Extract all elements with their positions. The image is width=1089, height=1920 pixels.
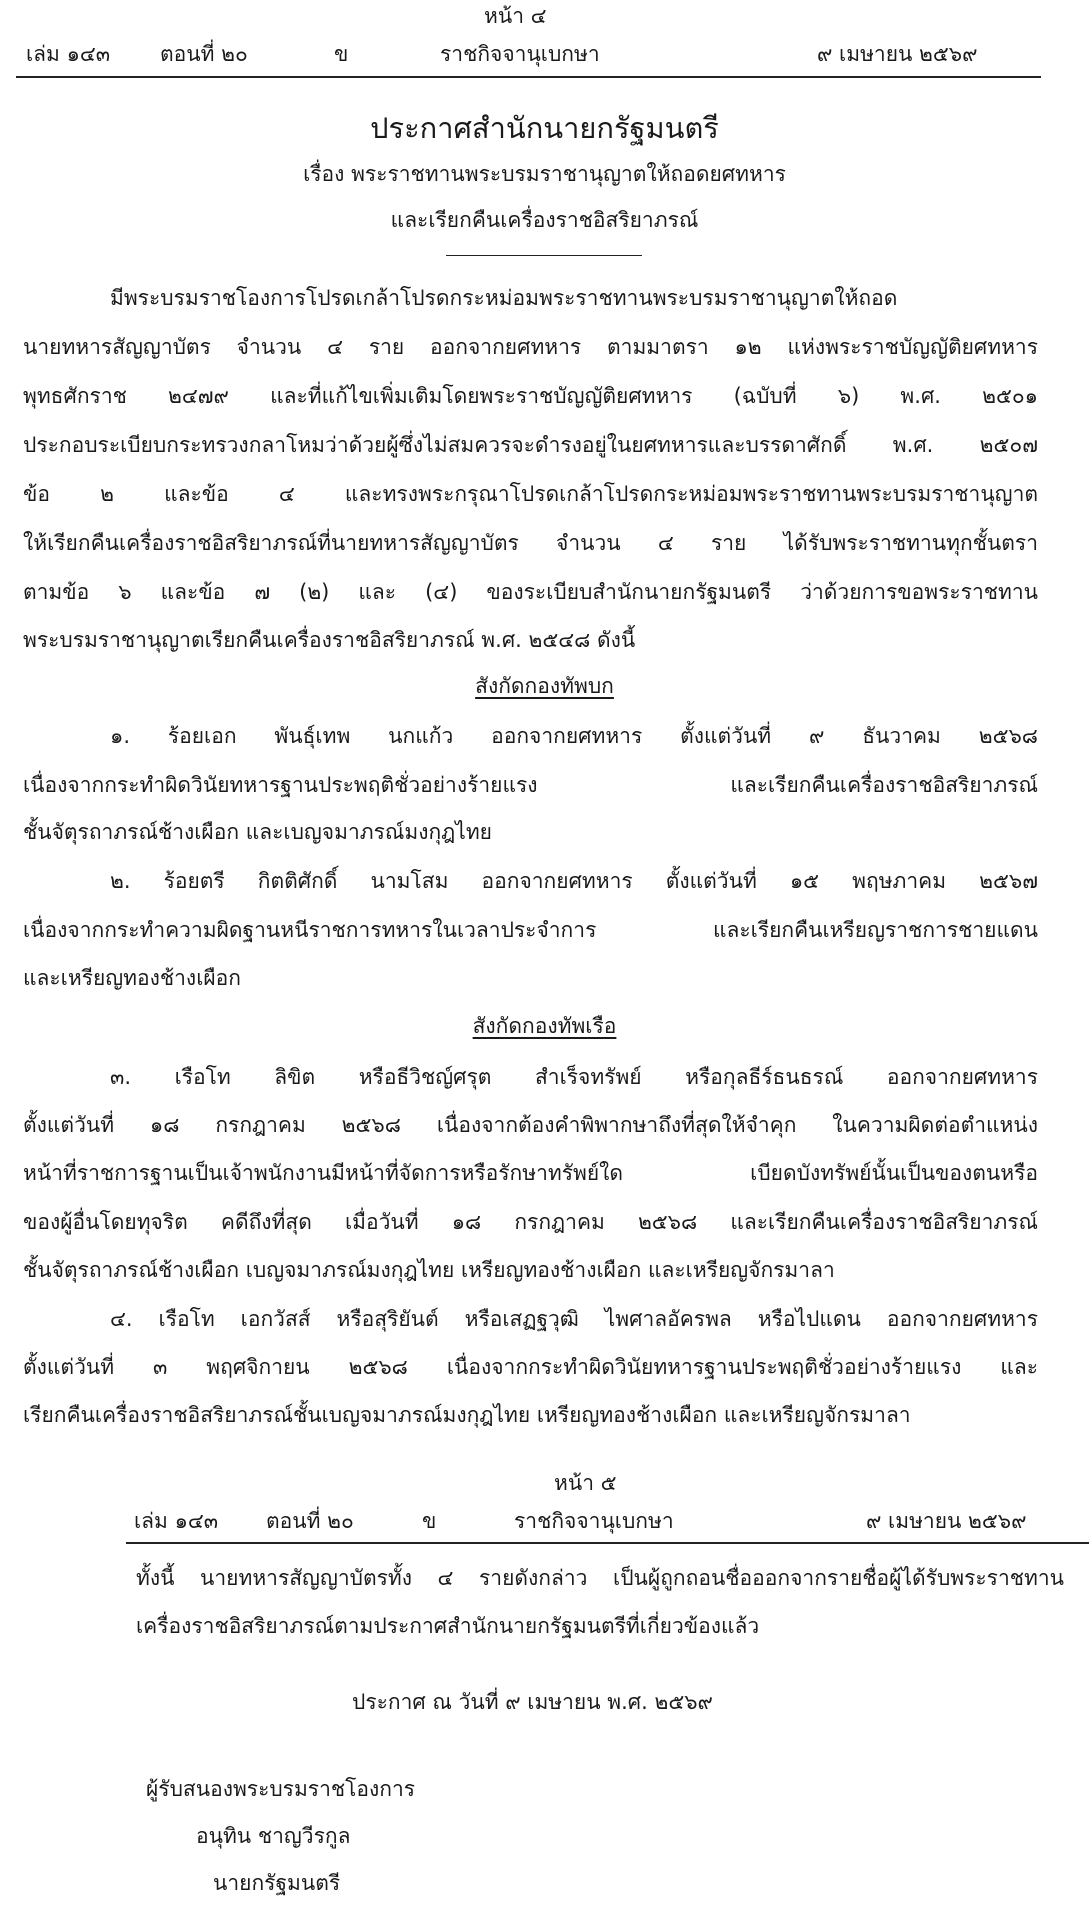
section-label: ข [422, 1509, 437, 1533]
list-item: เนื่องจากกระทำผิดวินัยทหารฐานประพฤติชั่วอย่างร้ายแรง และเรียกคืนเครื่องราชอิสริยาภรณ์ [23, 773, 1038, 797]
list-item: ตั้งแต่วันที่ ๓ พฤศจิกายน ๒๕๖๘ เนื่องจากกระทำผิดวินัยทหารฐานประพฤติชั่วอย่างร้ายแรง และ [23, 1355, 1038, 1379]
list-item: เนื่องจากกระทำความผิดฐานหนีราชการทหารในเวลาประจำการ และเรียกคืนเหรียญราชการชายแดน [23, 918, 1038, 942]
section-heading-navy: สังกัดกองทัพเรือ [472, 1014, 617, 1038]
signatory-name: อนุทิน ชาญวีรกูล [196, 1824, 351, 1848]
preamble-line: ประกอบระเบียบกระทรวงกลาโหมว่าด้วยผู้ซึ่งไม่สมควรจะดำรงอยู่ในยศทหารและบรรดาศักดิ์ พ.ศ. ๒๕๐๗ [23, 433, 1038, 457]
section-heading-army: สังกัดกองทัพบก [475, 674, 614, 698]
volume-label: เล่ม ๑๔๓ [26, 42, 111, 66]
list-item: ของผู้อื่นโดยทุจริต คดีถึงที่สุด เมื่อวันที่ ๑๘ กรกฎาคม ๒๕๖๘ และเรียกคืนเครื่องราชอิสริยาภรณ์ [23, 1210, 1038, 1234]
preamble-line: ตามข้อ ๖ และข้อ ๗ (๒) และ (๔) ของระเบียบสำนักนายกรัฐมนตรี ว่าด้วยการขอพระราชทาน [23, 580, 1038, 604]
header-rule [126, 1542, 1089, 1544]
conclusion-line: ทั้งนี้ นายทหารสัญญาบัตรทั้ง ๔ รายดังกล่าว เป็นผู้ถูกถอนชื่อออกจากรายชื่อผู้ได้รับพระราชทาน [136, 1566, 1064, 1590]
countersign-label: ผู้รับสนองพระบรมราชโองการ [146, 1777, 416, 1801]
subject-line: เรื่อง พระราชทานพระบรมราชานุญาตให้ถอดยศทหาร [303, 162, 786, 186]
subject-line: และเรียกคืนเครื่องราชอิสริยาภรณ์ [390, 208, 699, 232]
header-rule [16, 76, 1041, 78]
page-number: หน้า ๕ [554, 1471, 617, 1495]
volume-label: เล่ม ๑๔๓ [134, 1509, 219, 1533]
title-divider [446, 255, 642, 256]
announcement-date: ประกาศ ณ วันที่ ๙ เมษายน พ.ศ. ๒๕๖๙ [352, 1690, 713, 1714]
issue-label: ตอนที่ ๒๐ [266, 1509, 354, 1533]
preamble-line: ให้เรียกคืนเครื่องราชอิสริยาภรณ์ที่นายทหารสัญญาบัตร จำนวน ๔ ราย ได้รับพระราชทานทุกชั้นตรา [23, 531, 1038, 555]
preamble-line: ข้อ ๒ และข้อ ๔ และทรงพระกรุณาโปรดเกล้าโปรดกระหม่อมพระราชทานพระบรมราชานุญาต [23, 482, 1038, 506]
page-number: หน้า ๔ [484, 4, 547, 28]
list-item: ๓. เรือโท ลิขิต หรือธีวิชญ์ศรุต สำเร็จทรัพย์ หรือกุลธีร์ธนธรณ์ ออกจากยศทหาร [110, 1065, 1038, 1089]
list-item: ชั้นจัตุรถาภรณ์ช้างเผือก และเบญจมาภรณ์มงกุฎไทย [23, 820, 492, 844]
list-item: หน้าที่ราชการฐานเป็นเจ้าพนักงานมีหน้าที่จัดการหรือรักษาทรัพย์ใด เบียดบังทรัพย์นั้นเป็นของตนหรือ [23, 1161, 1038, 1185]
list-item: และเหรียญทองช้างเผือก [23, 966, 241, 990]
list-item: เรียกคืนเครื่องราชอิสริยาภรณ์ชั้นเบญจมาภรณ์มงกุฎไทย เหรียญทองช้างเผือก และเหรียญจักรมาลา [23, 1403, 911, 1427]
list-item: ๔. เรือโท เอกวัสส์ หรือสุริยันต์ หรือเสฏฐวุฒิ ไพศาลอัครพล หรือไปแดน ออกจากยศทหาร [110, 1307, 1038, 1331]
list-item: ๒. ร้อยตรี กิตติศักดิ์ นามโสม ออกจากยศทหาร ตั้งแต่วันที่ ๑๕ พฤษภาคม ๒๕๖๗ [110, 869, 1038, 893]
gazette-date: ๙ เมษายน ๒๕๖๙ [866, 1509, 1027, 1533]
issue-label: ตอนที่ ๒๐ [160, 42, 248, 66]
list-item: ตั้งแต่วันที่ ๑๘ กรกฎาคม ๒๕๖๘ เนื่องจากต้องคำพิพากษาถึงที่สุดให้จำคุก ในความผิดต่อตำแหน่ง [23, 1113, 1038, 1137]
list-item: ชั้นจัตุรถาภรณ์ช้างเผือก เบญจมาภรณ์มงกุฎไทย เหรียญทองช้างเผือก และเหรียญจักรมาลา [23, 1258, 835, 1282]
gazette-date: ๙ เมษายน ๒๕๖๙ [817, 42, 978, 66]
gazette-name: ราชกิจจานุเบกษา [440, 42, 600, 66]
section-label: ข [334, 42, 349, 66]
preamble-line: มีพระบรมราชโองการโปรดเกล้าโปรดกระหม่อมพระราชทานพระบรมราชานุญาตให้ถอด [110, 286, 898, 310]
preamble-line: พุทธศักราช ๒๔๗๙ และที่แก้ไขเพิ่มเติมโดยพระราชบัญญัติยศทหาร (ฉบับที่ ๖) พ.ศ. ๒๕๐๑ [23, 384, 1038, 408]
signatory-position: นายกรัฐมนตรี [213, 1871, 341, 1895]
conclusion-line: เครื่องราชอิสริยาภรณ์ตามประกาศสำนักนายกรัฐมนตรีที่เกี่ยวข้องแล้ว [136, 1614, 760, 1638]
gazette-name: ราชกิจจานุเบกษา [514, 1509, 674, 1533]
preamble-line: พระบรมราชานุญาตเรียกคืนเครื่องราชอิสริยาภรณ์ พ.ศ. ๒๕๔๘ ดังนี้ [23, 628, 636, 652]
preamble-line: นายทหารสัญญาบัตร จำนวน ๔ ราย ออกจากยศทหาร ตามมาตรา ๑๒ แห่งพระราชบัญญัติยศทหาร [23, 335, 1038, 359]
page-title: ประกาศสำนักนายกรัฐมนตรี [370, 111, 719, 145]
list-item: ๑. ร้อยเอก พันธุ์เทพ นกแก้ว ออกจากยศทหาร ตั้งแต่วันที่ ๙ ธันวาคม ๒๕๖๘ [110, 724, 1038, 748]
